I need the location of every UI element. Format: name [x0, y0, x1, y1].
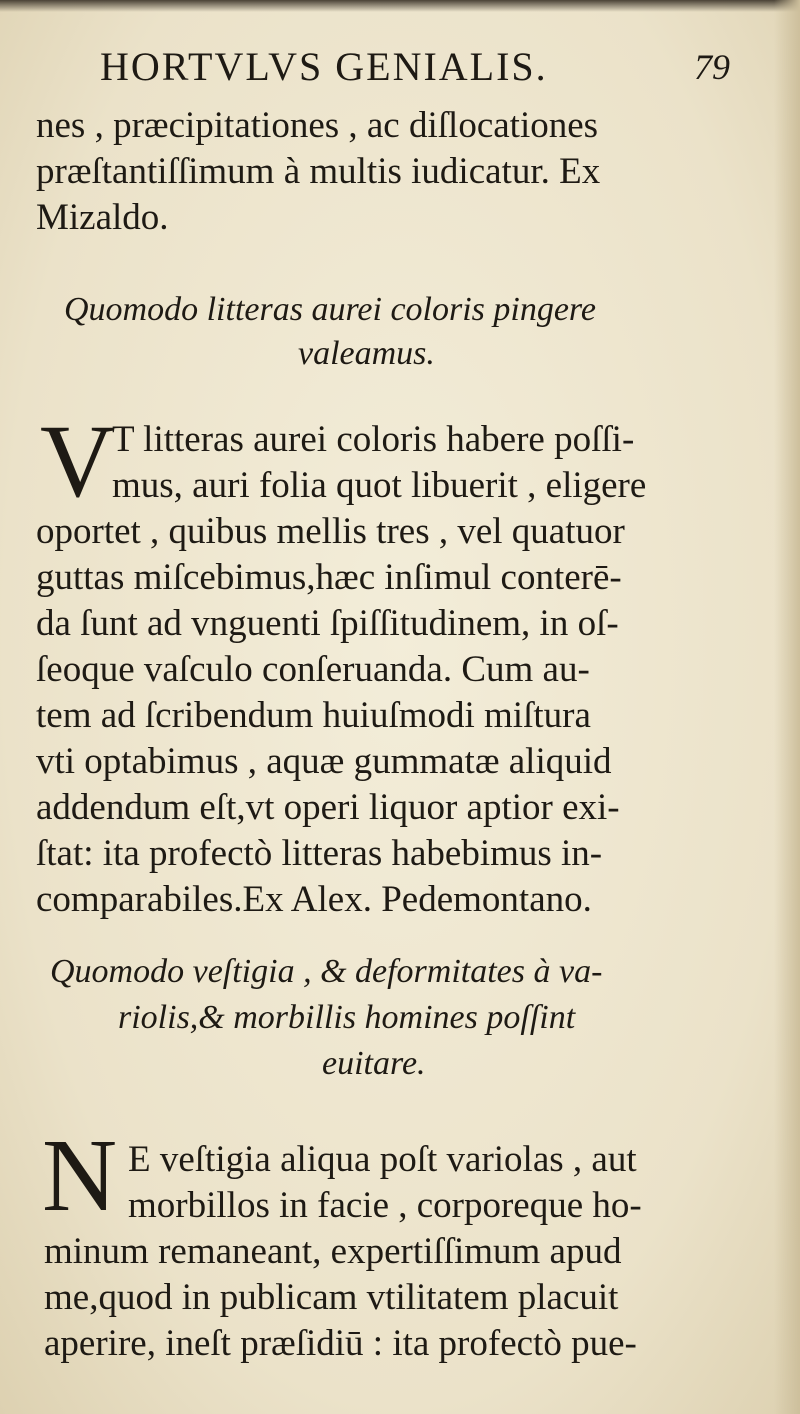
text-line: ſeoque vaſculo conſeruanda. Cum au- — [36, 649, 590, 690]
section-heading: Quomodo litteras aurei coloris pingere — [64, 291, 596, 328]
drop-capital: N — [42, 1118, 118, 1233]
section-heading: euitare. — [322, 1045, 426, 1082]
text-line: oportet , quibus mellis tres , vel quatuor — [36, 511, 625, 552]
text-line: nes , præcipitationes , ac diſlocationes — [36, 105, 599, 146]
section-heading: riolis,& morbillis homines poſſint — [118, 999, 576, 1036]
page-right-edge — [774, 0, 800, 1414]
page-number: 79 — [694, 47, 730, 87]
drop-capital: V — [40, 404, 116, 519]
text-line: morbillos in facie , corporeque ho- — [128, 1185, 642, 1226]
section-heading: Quomodo veſtigia , & deformitates à va- — [50, 953, 603, 990]
text-line: tem ad ſcribendum huiuſmodi miſtura — [36, 695, 591, 736]
text-line: E veſtigia aliqua poſt variolas , aut — [128, 1139, 637, 1180]
text-line: T litteras aurei coloris habere poſſi- — [112, 419, 635, 460]
text-line: guttas miſcebimus,hæc inſimul conterē- — [36, 557, 622, 598]
page-top-shadow — [0, 0, 800, 12]
text-line: comparabiles.Ex Alex. Pedemontano. — [36, 879, 592, 920]
text-line: addendum eſt,vt operi liquor aptior exi- — [36, 787, 620, 828]
section-heading: valeamus. — [298, 335, 435, 372]
text-line: Mizaldo. — [36, 197, 169, 238]
running-head — [100, 42, 730, 92]
running-title: HORTVLVS GENIALIS. — [100, 44, 548, 89]
text-line: me,quod in publicam vtilitatem placuit — [44, 1277, 619, 1318]
text-line: ſtat: ita profectò litteras habebimus in- — [36, 833, 603, 874]
text-line: mus, auri folia quot libuerit , eligere — [112, 465, 647, 506]
text-line: minum remaneant, expertiſſimum apud — [44, 1231, 622, 1272]
text-line: vti optabimus , aquæ gummatæ aliquid — [36, 741, 612, 782]
text-line: da ſunt ad vnguenti ſpiſſitudinem, in oſ- — [36, 603, 619, 644]
text-line: præſtantiſſimum à multis iudicatur. Ex — [36, 151, 601, 192]
text-line: aperire, ineſt præſidiū : ita profectò pue- — [44, 1323, 637, 1364]
